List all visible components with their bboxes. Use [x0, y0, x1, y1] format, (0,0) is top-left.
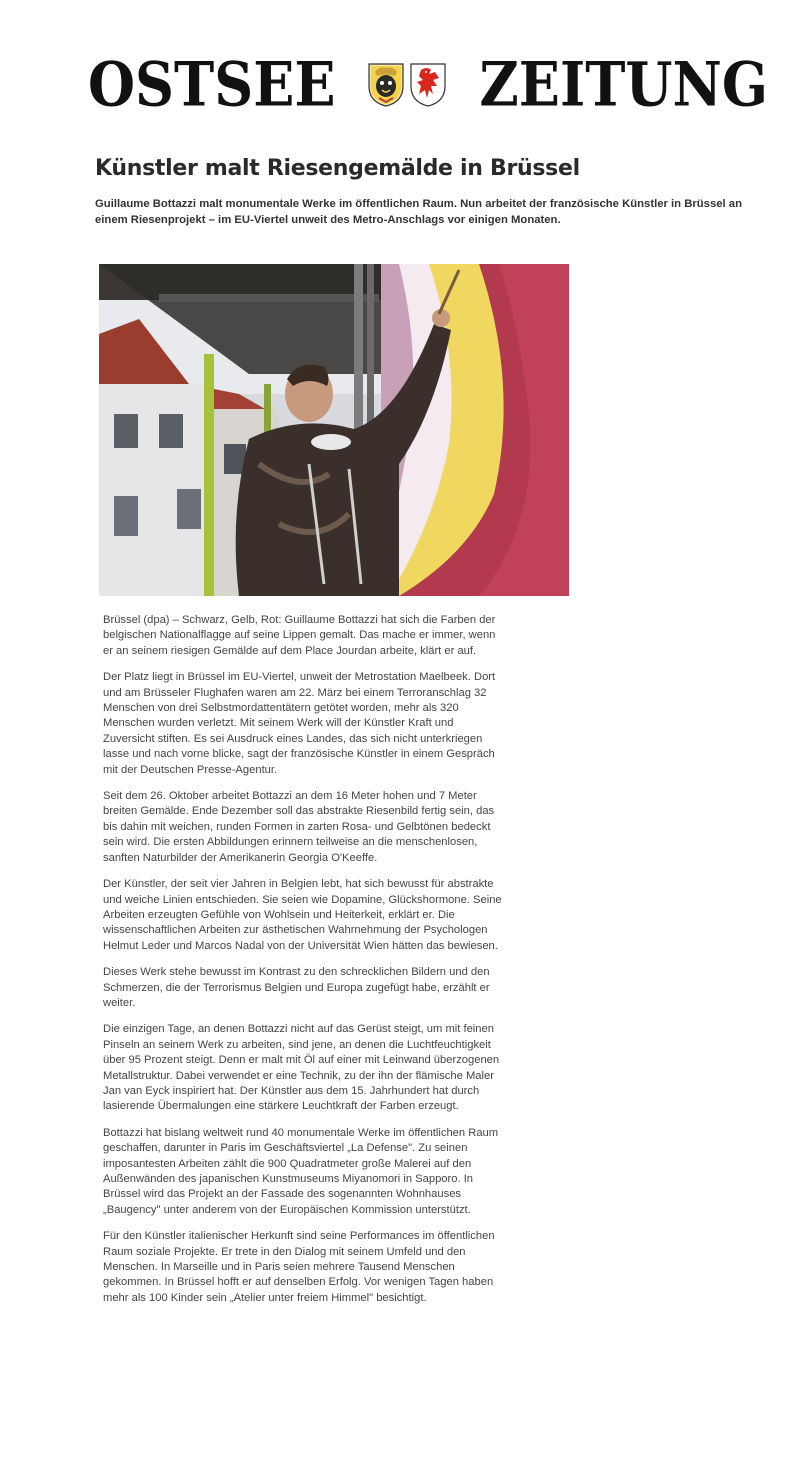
paragraph: Der Künstler, der seit vier Jahren in Belgien lebt, hat sich bewusst für abstrakte und weiche Linien entschieden. Sie seien wie Dopamine, Glückshormone. Seine Arbeiten erzeugten Gefühle von Wohlsein und Heiterkeit, erklärt er. Die wissenschaftlichen Arbeiten zur ästhetischen Wahrnehmung der Psychologen Helmut Leder und Marcos Nadal von der Universität Wien hätten das bewiesen. [103, 878, 502, 952]
paragraph: Bottazzi hat bislang weltweit rund 40 monumentale Werke im öffentlichen Raum geschaffen, darunter in Paris im Geschäftsviertel „La Defense". Zu seinen imposantesten Arbeiten zählt die 900 Quadratmeter große Malerei auf den Außenwänden des japanischen Kunstmuseums Miyanomori in Sapporo. In Brüssel wird das Projekt an der Fassade des sogenannten Wohnhauses „Baugency" unter anderem von der Europäischen Kommission unterstützt. [103, 1126, 499, 1216]
artist-painting-mural-photo [99, 264, 569, 596]
paragraph: Brüssel (dpa) – Schwarz, Gelb, Rot: Guillaume Bottazzi hat sich die Farben der belgischen Nationalflagge auf seine Lippen gemalt. Das mache er immer, wenn er an seinem riesigen Gemälde auf dem Place Jourdan arbeite, klärt er auf. [103, 614, 496, 657]
paragraph: Der Platz liegt in Brüssel im EU-Viertel, unweit der Metrostation Maelbeek. Dort und am Brüsseler Flughafen waren am 22. März bei einem Terroranschlag 32 Menschen von drei Selbstmordattentätern getötet worden, mehr als 320 Menschen wurden verletzt. Mit seinem Werk will der Künstler Kraft und Zuversicht stiften. Es sei Ausdruck eines Landes, das sich nicht unterkriegen lasse und nach vorne blicke, sagt der französische Künstler in einem Gespräch mit der Deutschen Presse-Agentur. [103, 671, 496, 776]
masthead [88, 44, 768, 124]
paragraph: Die einzigen Tage, an denen Bottazzi nicht auf das Gerüst steigt, um mit feinen Pinseln an seinem Werk zu arbeiten, sind jene, an denen die Luchtfeuchtigkeit über 95 Prozent steigt. Denn er malt mit Öl auf einer mit Leinwand überzogenen Metallstruktur. Dabei verwendet er eine Technik, zu der ihn der flämische Maler Jan van Eyck inspiriert hat. Der Künstler aus dem 15. Jahrhundert hat durch lasierende Übermalungen eine stärkere Leuchtkraft der Farben erzeugt. [103, 1023, 500, 1113]
paragraph: Für den Künstler italienischer Herkunft sind seine Performances im öffentlichen Raum soziale Projekte. Er trete in den Dialog mit seinem Umfeld und den Menschen. In Marseille und in Paris seien mehrere Tausend Menschen gekommen. In Brüssel hofft er auf denselben Erfolg. Vor wenigen Tagen haben mehr als 100 Kinder sein „Atelier unter freiem Himmel" besichtigt. [103, 1230, 495, 1304]
article-headline: Künstler malt Riesengemälde in Brüssel [95, 156, 580, 181]
pomerania-griffin-crest-icon [409, 60, 447, 108]
crests [367, 60, 447, 108]
paragraph: Dieses Werk stehe bewusst im Kontrast zu den schrecklichen Bildern und den Schmerzen, die der Terrorismus Belgien und Europa zugefügt habe, erzählt er weiter. [103, 966, 490, 1009]
article-lead: Guillaume Bottazzi malt monumentale Werke im öffentlichen Raum. Nun arbeitet der französische Künstler in Brüssel an einem Riesenprojekt – im EU-Viertel unweit des Metro-Anschlags vor einigen Monaten. [95, 198, 742, 226]
article-body [103, 613, 503, 1317]
mecklenburg-crest-icon [367, 60, 405, 108]
masthead-title-left: OSTSEE [88, 48, 336, 120]
masthead-title-right: ZEITUNG [479, 48, 768, 120]
paragraph: Seit dem 26. Oktober arbeitet Bottazzi an dem 16 Meter hohen und 7 Meter breiten Gemälde. Ende Dezember soll das abstrakte Riesenbild fertig sein, das bis dahin mit weichen, runden Formen in zarten Rosa- und Gelbtönen bedeckt sein wird. Die ersten Abbildungen erinnern teilweise an die menschenlosen, sanften Naturbilder der Amerikanerin Georgia O'Keeffe. [103, 790, 495, 864]
